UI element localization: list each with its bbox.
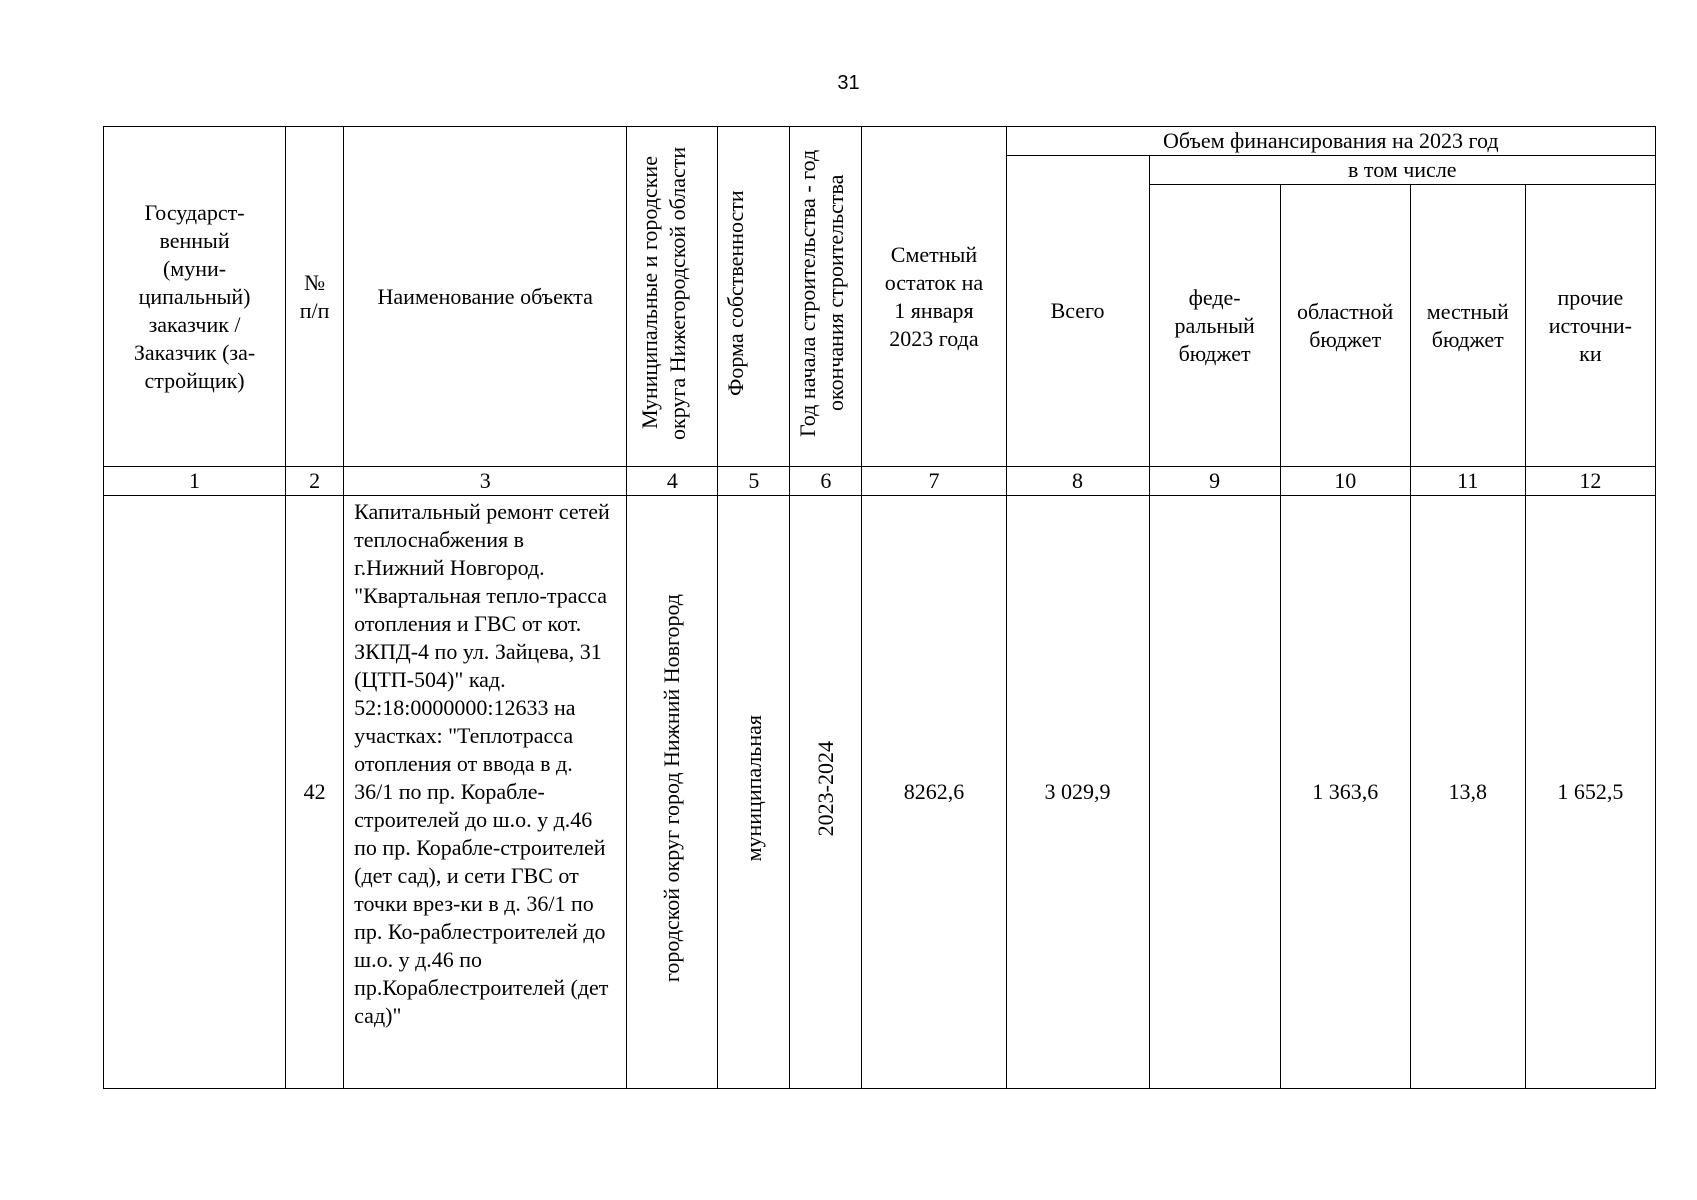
column-number: 7 <box>862 467 1006 496</box>
header-years <box>790 127 862 467</box>
header-years-label: Год начала строительства - год окончания строительства <box>794 149 848 437</box>
header-ownership <box>718 127 790 467</box>
header-federal-label: феде-ральный бюджет <box>1174 284 1255 366</box>
header-customer <box>104 127 286 467</box>
table-row <box>104 496 1656 1089</box>
header-federal <box>1149 185 1280 467</box>
cell-customer <box>104 496 286 1089</box>
column-number: 3 <box>344 467 627 496</box>
header-local-label: местный бюджет <box>1426 298 1509 352</box>
column-number: 6 <box>790 467 862 496</box>
header-financing-group: Объем финансирования на 2023 год <box>1006 127 1656 156</box>
cell-object-name: Капитальный ремонт сетей теплоснабжения в г.Нижний Новгород. "Квартальная тепло-трасса отопления и ГВС от кот. ЗКПД-4 по ул. Зайцева, 31 (ЦТП-504)" кад. 52:18:0000000:12633 на участках: "Теплотрасса отопления от ввода в д. 36/1 по пр. Корабле-строителей до ш.о. у д.46 по пр. Корабле-строителей (дет сад), и сети ГВС от точки врез-ки в д. 36/1 по пр. Ко-раблестроителей до ш.о. у д.46 по пр.Кораблестроителей (дет сад)" <box>344 496 627 1089</box>
cell-municipality-label: городской округ город Нижний Новгород <box>659 594 685 983</box>
column-number: 2 <box>286 467 344 496</box>
header-number <box>286 127 344 467</box>
header-municipality <box>627 127 718 467</box>
cell-number: 42 <box>286 496 344 1089</box>
header-regional <box>1280 185 1410 467</box>
column-number: 4 <box>627 467 718 496</box>
cell-years-label: 2023-2024 <box>812 740 838 837</box>
cell-years <box>790 496 862 1089</box>
cell-local: 13,8 <box>1410 496 1525 1089</box>
column-number: 8 <box>1006 467 1149 496</box>
cell-federal <box>1149 496 1280 1089</box>
header-number-label: № п/п <box>299 269 330 323</box>
column-number: 10 <box>1280 467 1410 496</box>
cell-estimated-balance: 8262,6 <box>862 496 1006 1089</box>
column-number: 1 <box>104 467 286 496</box>
cell-municipality <box>627 496 718 1089</box>
header-including: в том числе <box>1149 156 1655 185</box>
page-number: 31 <box>837 72 860 94</box>
header-municipality-label: Муниципальные и городские округа Нижегородской области <box>637 146 691 440</box>
column-number: 5 <box>718 467 790 496</box>
header-ownership-label: Форма собственности <box>722 190 748 396</box>
header-other <box>1525 185 1655 467</box>
header-estimated-balance-label: Сметный остаток на 1 января 2023 года <box>884 241 984 351</box>
header-object-name: Наименование объекта <box>344 127 627 467</box>
column-number: 11 <box>1410 467 1525 496</box>
cell-total: 3 029,9 <box>1006 496 1149 1089</box>
header-local <box>1410 185 1525 467</box>
cell-regional: 1 363,6 <box>1280 496 1410 1089</box>
column-number: 12 <box>1525 467 1655 496</box>
column-number: 9 <box>1149 467 1280 496</box>
cell-ownership <box>718 496 790 1089</box>
header-total: Всего <box>1006 156 1149 467</box>
financing-table <box>103 126 1656 1089</box>
header-other-label: прочие источни-ки <box>1548 284 1632 366</box>
column-number-row <box>104 467 1656 496</box>
header-customer-label: Государст-венный (муни-ципальный) заказчик / Заказчик (за-стройщик) <box>133 199 256 393</box>
header-estimated-balance <box>862 127 1006 467</box>
header-regional-label: областной бюджет <box>1297 298 1394 352</box>
cell-ownership-label: муниципальная <box>740 715 766 862</box>
cell-other: 1 652,5 <box>1525 496 1655 1089</box>
